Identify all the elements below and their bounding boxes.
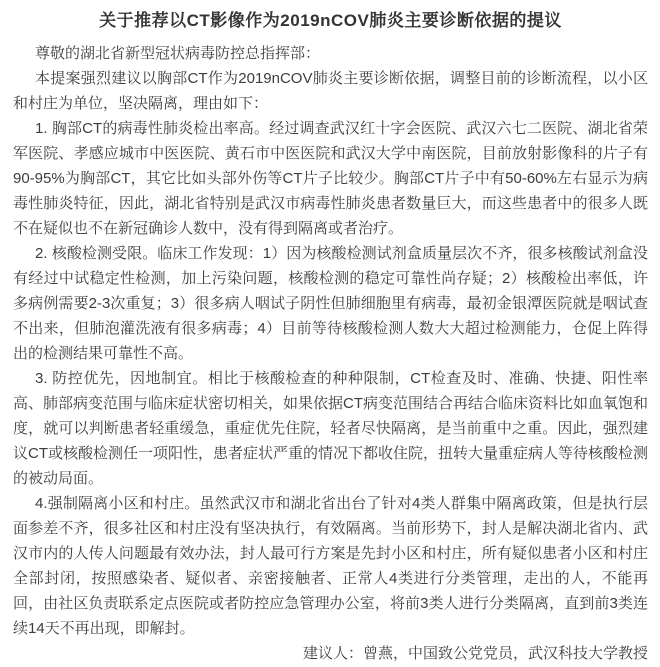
point-4-mandatory-quarantine: 4.强制隔离小区和村庄。虽然武汉市和湖北省出台了针对4类人群集中隔离政策，但是执行层面参差不齐，很多社区和村庄没有坚决执行，有效隔离。当前形势下，封人是解决湖北省内、武汉市内的人传人问题最有效办法，封人最可行方案是先封小区和村庄，所有疑似患者小区和村庄全部封闭，按照感染者、疑似者、亲密接触者、正常人4类进行分类管理，走出的人，不能再回，由社区负责联系定点医院或者防控应急管理办公室，将前3类人进行分类隔离，直到前3类连续14天不再出现，即解封。 (13, 495, 648, 637)
document-title: 关于推荐以CT影像作为2019nCOV肺炎主要诊断依据的提议 (99, 11, 562, 30)
intro-paragraph: 本提案强烈建议以胸部CT作为2019nCOV肺炎主要诊断依据，调整目前的诊断流程，以小区和村庄为单位，坚决隔离，理由如下： (13, 70, 648, 112)
salutation-line: 尊敬的湖北省新型冠状病毒防控总指挥部： (35, 45, 321, 62)
point-3-prevention-priority: 3. 防控优先，因地制宜。相比于核酸检查的种种限制，CT检查及时、准确、快捷、阳性率高、肺部病变范围与临床症状密切相关，如果依据CT病变范围结合再结合临床资料比如血氧饱和度，就可以判断患者轻重缓急，重症优先住院，轻者尽快隔离，是当前重中之重。因此，强烈建议CT或核酸检测任一项阳性，患者症状严重的情况下都收住院，扭转大量重症病人等待核酸检测的被动局面。 (13, 370, 648, 487)
signature-line: 建议人：曾燕，中国致公党党员，武汉科技大学教授 (302, 645, 648, 662)
point-1-ct-detection-rate: 1. 胸部CT的病毒性肺炎检出率高。经过调查武汉红十字会医院、武汉六七二医院、湖北省荣军医院、孝感应城市中医医院、黄石市中医医院和武汉大学中南医院，目前放射影像科的片子有90-95%为胸部CT，其它比如头部外伤等CT片子比较少。胸部CT片子中有50-60%左右显示为病毒性肺炎特征，因此，湖北省特别是武汉市病毒性肺炎患者数量巨大，而这些患者中的很多人既不在疑似也不在新冠确诊人数中，没有得到隔离或者治疗。 (13, 120, 648, 237)
point-2-nucleic-acid-limits: 2. 核酸检测受限。临床工作发现：1）因为核酸检测试剂盒质量层次不齐，很多核酸试剂盒没有经过中试稳定性检测，加上污染问题，核酸检测的稳定可靠性尚存疑；2）核酸检出率低，许多病例需要2-3次重复；3）很多病人咽试子阴性但肺细胞里有病毒，最初金银潭医院就是咽试查不出来，但肺泡灌洗液有很多病毒；4）目前等待核酸检测人数大大超过检测能力，仓促上阵得出的检测结果可靠性不高。 (13, 245, 648, 362)
